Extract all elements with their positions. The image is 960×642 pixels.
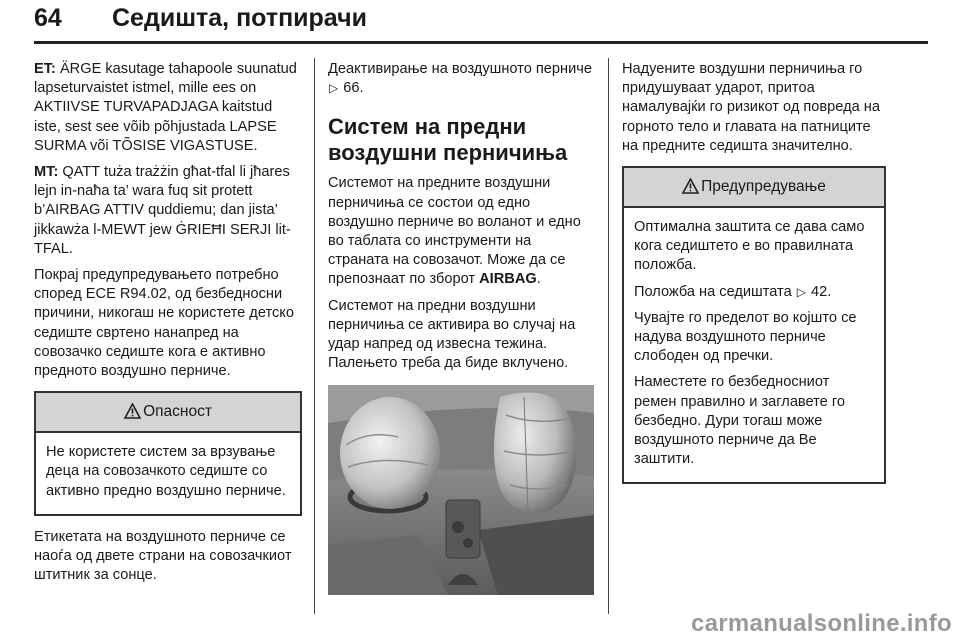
- intro-paragraph: Покрај предупредувањето потребно според ECE R94.02, од безбедносни причини, никогаш не користете детско седиште свртено нанапред на совозачко седиште кога е активно предното воздушно перниче.: [34, 267, 294, 380]
- seat-position-text: Положба на седиштата: [634, 283, 792, 300]
- page-link-66[interactable]: 66.: [343, 80, 364, 97]
- triangle-right-icon: ▷: [329, 81, 339, 96]
- warning-text-3: Чувајте го пределот во којшто се надува воздушното перниче слободен од пречки.: [634, 309, 857, 365]
- et-label: ET:: [34, 61, 56, 77]
- page-header: [34, 4, 934, 40]
- deactivation-reference: [328, 60, 594, 98]
- page-link-42[interactable]: 42.: [811, 283, 832, 300]
- warning-box-body: [624, 208, 884, 482]
- warning-box-title: Предупредување: [701, 178, 826, 196]
- watermark: carmanualsonline.info: [690, 610, 952, 637]
- triangle-right-icon: ▷: [796, 284, 806, 299]
- label-note: Етикетата на воздушното перниче се наоѓа од двете страни на совозачкиот штитник за сонце.: [34, 528, 292, 584]
- page-title: Седишта, потпирачи: [112, 4, 367, 32]
- danger-box: [34, 391, 302, 516]
- mt-warning: [34, 163, 302, 259]
- airbag-word: AIRBAG: [479, 271, 537, 288]
- danger-box-body: [36, 433, 300, 514]
- danger-box-header: [36, 393, 300, 433]
- deactivation-text: Деактивирање на воздушното перниче: [328, 61, 592, 77]
- header-rule: [34, 41, 928, 44]
- danger-box-title: Опасност: [143, 403, 212, 421]
- mt-text: QATT tuża trażżin għat-tfal li jħares lejn in-naħa ta’ wara fuq sit protett b’AIRBAG ATTIV quddiemu; dan jista’ jikkawża l-MEWT jew ĠRIEĦI SERJI lit-TFAL.: [34, 164, 291, 257]
- airbag-system-paragraph: [328, 174, 594, 289]
- airbag-illustration: [328, 385, 594, 595]
- warning-triangle-icon: [124, 396, 141, 434]
- et-warning: [34, 60, 302, 156]
- column-3: [622, 60, 886, 496]
- inflation-paragraph: Надуените воздушни перничиња го придушуваат ударот, притоа намалувајќи го ризикот од повреда на горното тело и главата на патниците на предните седишта значително.: [622, 61, 880, 154]
- warning-box-header: [624, 168, 884, 208]
- activation-paragraph: Системот на предни воздушни перничиња се активира во случај на удар напред од извесна тежина. Палењето треба да биде вклучено.: [328, 297, 576, 372]
- seat-position-reference: [634, 283, 874, 302]
- et-text: ÄRGE kasutage tahapoole suunatud lapseturvaistet istmel, mille ees on AKTIIVSE TURVAPADJAGA kaitstud iste, sest see võib põhjustada LAPSE SURMA või TÕSISE VIGASTUSE.: [34, 61, 297, 154]
- warning-text-1: Оптимална заштита се дава само кога седиштето е во правилната положба.: [634, 219, 865, 274]
- column-divider: [314, 58, 315, 614]
- section-heading: Систем на предни воздушни перничиња: [328, 114, 568, 166]
- warning-text-4: Наместете го безбедносниот ремен правилно и заглавете го безбедно. Дури тогаш може воздушното перниче да Ве заштити.: [634, 374, 845, 468]
- airbag-system-end: .: [536, 271, 541, 288]
- mt-label: MT:: [34, 164, 59, 181]
- airbag-system-text: Системот на предните воздушни перничиња се состои од едно воздушно перниче во воланот и едно во таблата со инструменти на страната на совозачот. Може да се препознаат по зборот: [328, 175, 581, 288]
- column-2: [328, 60, 594, 595]
- danger-box-text: Не користете систем за врзување деца на совозачкото седиште со активно предно воздушно перниче.: [46, 444, 286, 499]
- column-divider: [608, 58, 609, 614]
- page-number: 64: [34, 4, 62, 32]
- column-1: [34, 60, 302, 592]
- warning-box: [622, 166, 886, 484]
- warning-triangle-icon: [682, 171, 699, 209]
